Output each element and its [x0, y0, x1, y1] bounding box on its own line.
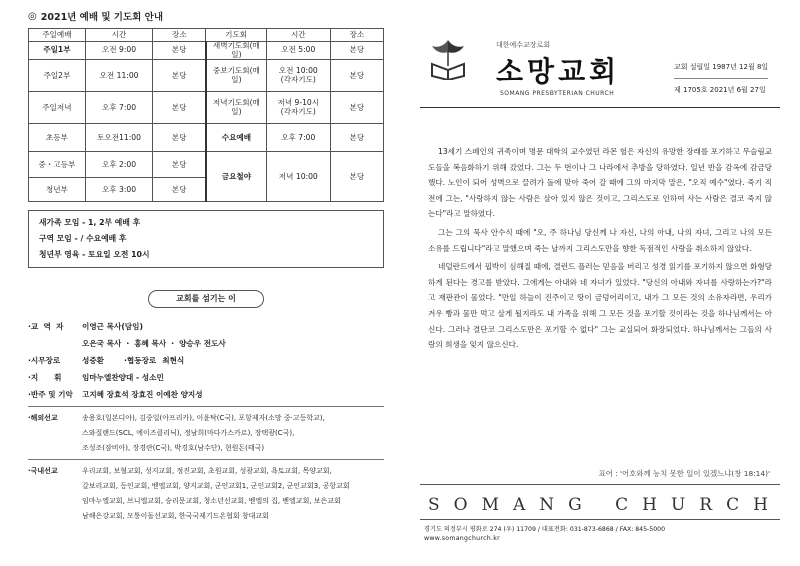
service-name: 주일1부: [29, 42, 86, 60]
mission-line: 임마누엘교회, 브니엘교회, 승리문교회, 청소년선교회, 벧엘의 집, 벧엘교회, 보은교회: [82, 497, 341, 506]
prayer-time: 저녁 9-10시 (각자기도): [266, 92, 330, 124]
footer: [420, 468, 780, 542]
service-name: 청년부: [29, 178, 86, 202]
issue-number-date: 제 1705호 2021년 6월 27일: [674, 78, 768, 101]
table-row: [29, 42, 384, 60]
sermon-text: [420, 144, 780, 353]
table-header: 기도회: [206, 29, 266, 42]
founding-date: 교회 설립일 1987년 12월 8일: [674, 63, 769, 71]
denomination-label: 대한예수교장로회: [496, 41, 551, 49]
prayer-name: 저녁기도회(매일): [206, 92, 266, 124]
meeting-item: 구역 모임 - / 수요예배 후: [39, 234, 127, 244]
masthead: [420, 8, 780, 108]
website-link[interactable]: www.somangchurch.kr: [424, 535, 501, 542]
address: 경기도 의정부시 평화로 274 (우) 11709 / 대표전화: 031-873-6868 / FAX: 845-5000: [424, 526, 666, 533]
table-header: 장소: [153, 29, 206, 42]
staff-label: ·반주 및 기악: [28, 390, 73, 400]
mission-label: ·국내선교: [28, 467, 58, 476]
paragraph: 13세기 스페인의 귀족이며 명문 대학의 교수였던 라몬 헐은 자신의 유망한 장래를 포기하고 무슬림교도들을 복음화하기 위해 갔었다. 그는 두 번이나 그 나라에서 추방을 당하였다. 일년 반을 감옥에 감금당했다. 노인이 되어 성벽으로 끌려가 돌에 맞아 죽어 갈 때에 그의 마지막 말은, "오직 예수"였다. 죽기 직전에 그는, "사랑하지 않는 사람은 살아 있지 않은 것이고, 그리스도로 인하여 사는 사람은 결코 죽지 않는다"라고 말하였다.: [428, 147, 772, 219]
service-time: 오후 3:00: [85, 178, 152, 202]
table-header: 장소: [330, 29, 383, 42]
prayer-name: 새벽기도회(매일): [206, 42, 266, 60]
service-time: 오전 9:00: [85, 42, 152, 60]
mission-label: ·해외선교: [28, 414, 58, 423]
prayer-place: 본당: [330, 152, 383, 202]
service-schedule-table: [28, 28, 384, 202]
staff-label: ·시무장로: [28, 356, 61, 366]
table-row: [29, 60, 384, 92]
church-english-name: SOMANG PRESBYTERIAN CHURCH: [500, 90, 615, 97]
staff-value: 성중환: [82, 356, 105, 366]
service-place: 본당: [153, 92, 206, 124]
prayer-name: 수요예배: [206, 124, 266, 152]
staff-row: [28, 335, 384, 352]
mission-line: 스와질랜드(SCL, 에이즈클리닉), 정남희(마다가스카르), 장택광(C국),: [82, 429, 295, 438]
table-row: [29, 152, 384, 178]
service-place: 본당: [153, 42, 206, 60]
service-time: 토오전11:00: [85, 124, 152, 152]
staff-label: ·교 역 자: [28, 322, 64, 332]
right-page: [420, 8, 780, 558]
table-header: 시간: [85, 29, 152, 42]
prayer-name: 금요철야: [206, 152, 266, 202]
table-row: [29, 92, 384, 124]
service-place: 본당: [153, 152, 206, 178]
paragraph: 그는 그의 묵사 안수식 때에 "오, 주 하나님 당신께 나 자신, 나의 아내, 나의 자녀, 그리고 나의 모든 소유를 드립니다"라고 말했으며 죽는 날까지 그리스도만을 향한 독점적인 사랑을 취소하지 않았다.: [428, 227, 772, 253]
service-time: 오전 11:00: [85, 60, 152, 92]
domestic-missions: [28, 464, 384, 524]
meetings-box: [28, 210, 384, 268]
staff-label: ·지 휘: [28, 373, 62, 383]
church-english-wordmark: SOMANG CHURCH: [428, 495, 782, 515]
left-page: [28, 8, 384, 558]
staff-value: 고지혜 장효석 장효진 이예찬 양지성: [82, 390, 203, 400]
target-icon: ◎: [28, 10, 37, 22]
mission-line: 남해은강교회, 모퉁이돌선교회, 한국국제기드온협회 창대교회: [82, 512, 269, 521]
mission-line: 조성조(잠비아), 장경란(C국), 박경호(남수단), 현원돈(태국): [82, 444, 265, 453]
divider: [420, 484, 780, 485]
overseas-missions: [28, 411, 384, 456]
prayer-place: 본당: [330, 92, 383, 124]
staff-row: [28, 352, 384, 369]
service-place: 본당: [153, 124, 206, 152]
meeting-item: 새가족 모임 - 1, 2부 예배 후: [39, 218, 141, 228]
service-name: 주일저녁: [29, 92, 86, 124]
prayer-time: 오전 10:00 (각자기도): [266, 60, 330, 92]
church-title: 소망교회: [496, 55, 621, 88]
prayer-time: 저녁 10:00: [266, 152, 330, 202]
prayer-time: 오후 7:00: [266, 124, 330, 152]
dove-book-logo-icon: [428, 36, 468, 80]
prayer-place: 본당: [330, 124, 383, 152]
table-row: [29, 124, 384, 152]
schedule-title: 2021년 예배 및 기도회 안내: [40, 12, 163, 23]
staff-value: 임마누엘찬양대 - 성소민: [82, 373, 164, 383]
divider: [28, 459, 384, 460]
service-place: 본당: [153, 178, 206, 202]
staff-value: 이영근 목사(담임): [82, 322, 143, 332]
staff-row: [28, 369, 384, 386]
staff-list: [28, 318, 384, 524]
divider: [28, 406, 384, 407]
service-place: 본당: [153, 60, 206, 92]
staff-value: 최현식: [162, 356, 185, 366]
service-name: 주일2부: [29, 60, 86, 92]
staff-row: [28, 318, 384, 335]
service-time: 오후 7:00: [85, 92, 152, 124]
service-time: 오후 2:00: [85, 152, 152, 178]
staff-label: ·협동장로: [124, 356, 157, 366]
motto: 표어 : '어호와께 능치 못한 일이 있겠느냐(창 18:14)': [598, 469, 770, 478]
prayer-place: 본당: [330, 60, 383, 92]
service-name: 초등부: [29, 124, 86, 152]
prayer-place: 본당: [330, 42, 383, 60]
table-header-row: [29, 29, 384, 42]
staff-banner: 교회를 섬기는 이: [148, 290, 264, 308]
mission-line: 갈보리교회, 등인교회, 벧엘교회, 양지교회, 군인교회1, 군인교회2, 군인교회3, 공항교회: [82, 482, 350, 491]
prayer-name: 중보기도회(매일): [206, 60, 266, 92]
staff-value: 오은국 목사 ・ 홍혜 목사 ・ 양승우 전도사: [82, 339, 226, 349]
table-header: 주일예배: [29, 29, 86, 42]
paragraph: 네덜란드에서 핍박이 심해질 때에, 결런드 플러는 믿음을 버리고 성경 읽기를 포기하지 않으면 화형당하게 된다는 경고를 받았다. 그에게는 아내와 네 자녀가 있었다. "당신의 아내와 자녀를 사랑하는가?"라고 재판관이 물었다. "만일 하늘이 진주이고 땅이 금덩어리이고, 내가 그 모든 것의 소유자라면, 우리가 겨우 빵과 물만 먹고 살게 될지라도 내 가족을 위해 그 모든 것을 포기할 것이라는 것을 하나님께서는 아신다. 그러나 결단코 그리스도만은 포기할 수 없다" 그는 교실되어 화장되었다. 하나님께서는 그들의 사랑의 희생을 잊지 않으신다.: [428, 262, 772, 350]
schedule-heading: [28, 8, 384, 24]
divider: [420, 519, 780, 520]
table-header: 시간: [266, 29, 330, 42]
meeting-item: 청년부 영육 - 토요일 오전 10시: [39, 250, 150, 260]
issue-info: [674, 56, 768, 101]
mission-line: 송용호(일본디아), 김중일(아프리카), 이윤탁(C국), 포항제자(소망 중·고등학교),: [82, 414, 325, 423]
staff-row: [28, 386, 384, 403]
prayer-time: 오전 5:00: [266, 42, 330, 60]
mission-line: 우리교회, 보혈교회, 성지교회, 정진교회, 초원교회, 성광교회, 욕토교회, 목양교회,: [82, 467, 332, 476]
service-name: 중・고등부: [29, 152, 86, 178]
